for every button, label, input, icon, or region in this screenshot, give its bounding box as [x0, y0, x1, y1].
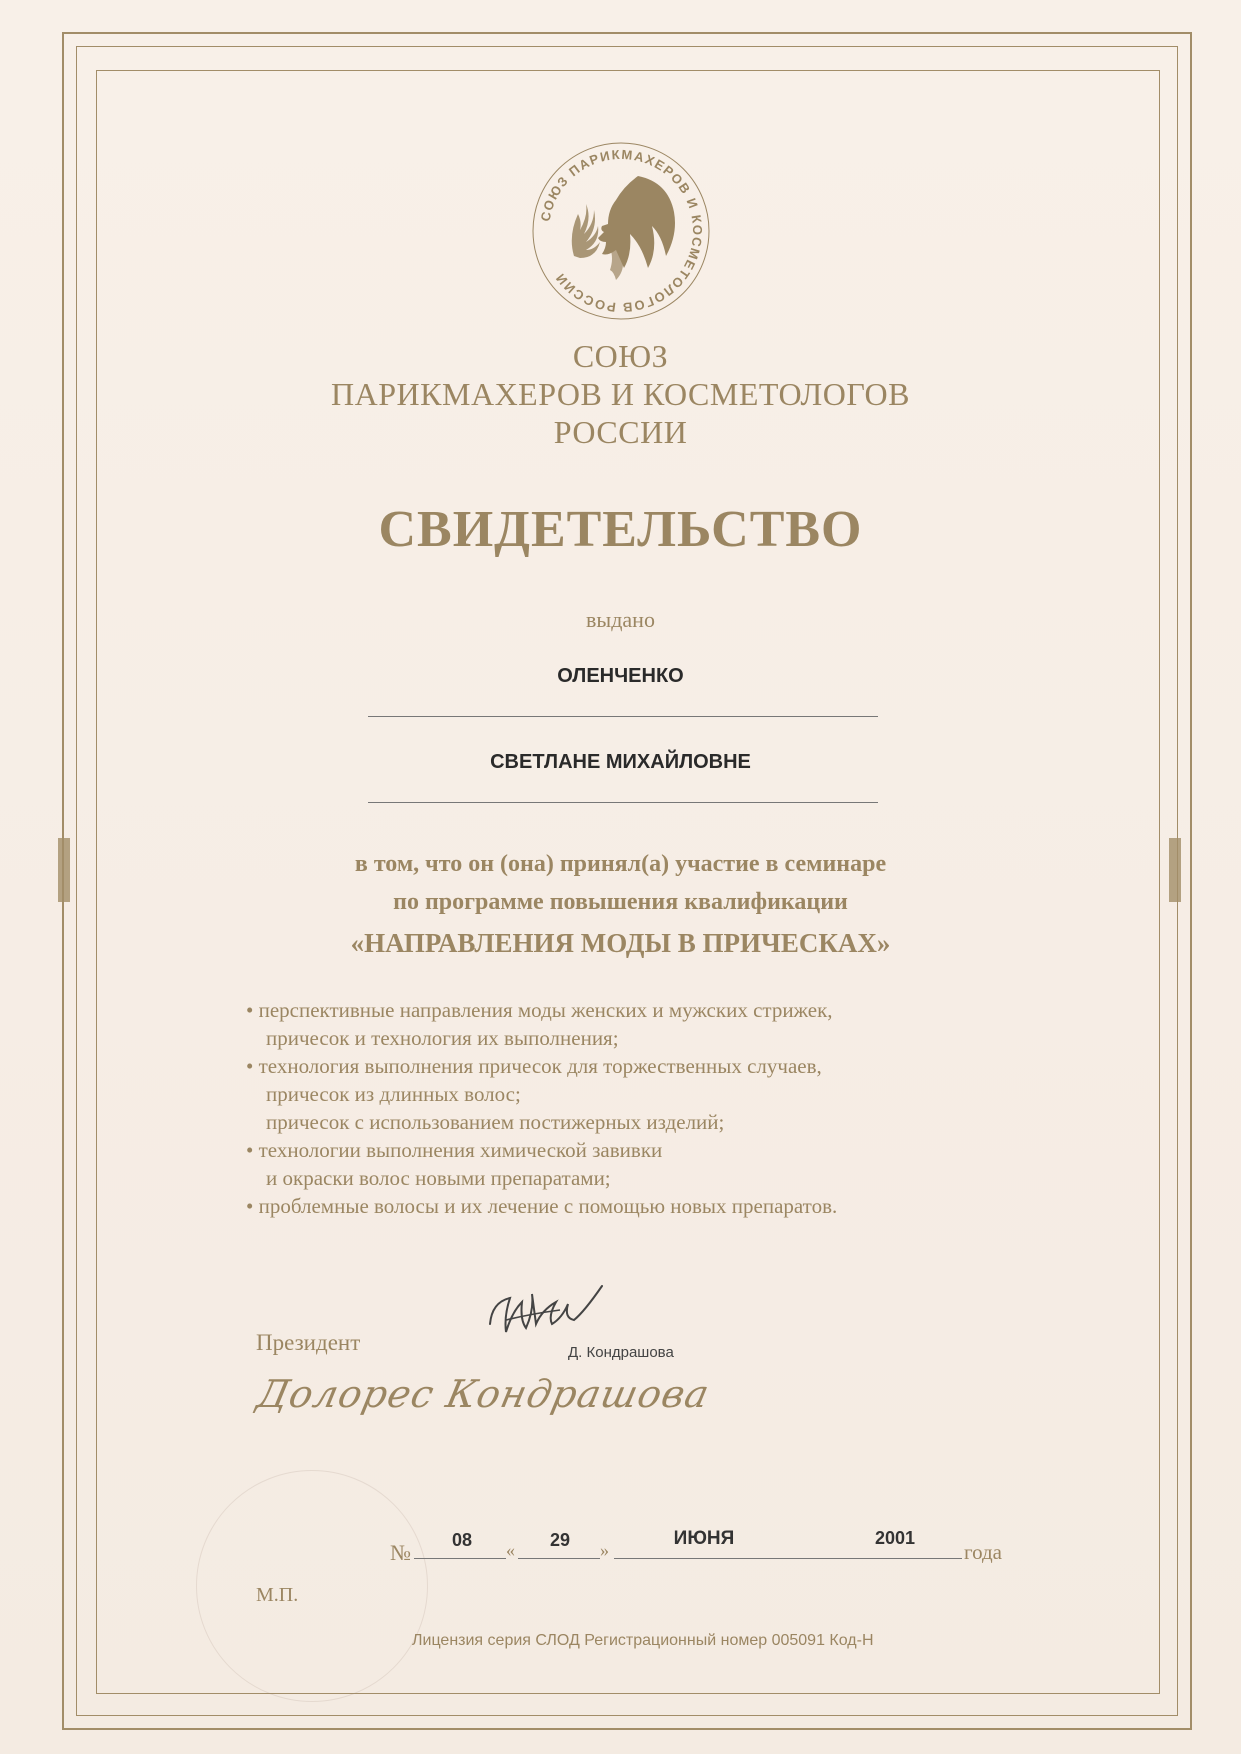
recipient-surname: ОЛЕНЧЕНКО: [557, 665, 684, 687]
woman-profile-laurel-emblem-icon: [526, 136, 716, 326]
seal-place-label: М.П.: [256, 1584, 299, 1606]
day-open-quote: «: [506, 1540, 515, 1560]
number-sign: №: [390, 1540, 411, 1565]
issue-month: ИЮНЯ: [673, 1528, 735, 1549]
issued-label: выдано: [586, 607, 655, 632]
topic-item: • проблемные волосы и их лечение с помощью новых препаратов.: [246, 1192, 837, 1220]
topic-item-continuation: причесок с использованием постижерных изделий;: [266, 1110, 725, 1134]
org-name-line3: РОССИИ: [553, 414, 688, 450]
course-title: «НАПРАВЛЕНИЯ МОДЫ В ПРИЧЕСКАХ»: [350, 928, 891, 958]
org-name-line2: ПАРИКМАХЕРОВ И КОСМЕТОЛОГОВ: [331, 376, 910, 412]
topic-item: • перспективные направления моды женских и мужских стрижек,: [246, 996, 837, 1024]
day-underline: [518, 1558, 600, 1559]
certificate-number: 08: [451, 1530, 473, 1550]
topic-item: • технология выполнения причесок для торжественных случаев,: [246, 1052, 837, 1080]
facsimile-name-stamp: Д. Кондрашова: [568, 1344, 674, 1361]
topic-item: • технологии выполнения химической завивки: [246, 1136, 837, 1164]
month-year-underline: [614, 1558, 962, 1559]
license-line: Лицензия серия СЛОД Регистрационный номер 005091 Код-Н: [412, 1632, 874, 1649]
issue-year: 2001: [874, 1528, 916, 1548]
faint-seal-impression: [196, 1470, 428, 1702]
topic-item-continuation: причесок и технология их выполнения;: [266, 1026, 619, 1050]
topic-item-continuation: и окраски волос новыми препаратами;: [266, 1166, 611, 1190]
day-close-quote: »: [600, 1540, 609, 1560]
statement-line1: в том, что он (она) принял(а) участие в семинаре: [354, 851, 887, 877]
recipient-given-names: СВЕТЛАНЕ МИХАЙЛОВНЕ: [490, 751, 751, 773]
issue-day: 29: [549, 1530, 571, 1550]
signatory-role: Президент: [256, 1330, 361, 1355]
number-underline: [414, 1558, 506, 1559]
statement-line2: по программе повышения квалификации: [393, 889, 848, 915]
topic-item-continuation: причесок из длинных волос;: [266, 1082, 521, 1106]
document-title: СВИДЕТЕЛЬСТВО: [378, 501, 863, 558]
surname-underline: [368, 716, 878, 717]
org-name-line1: СОЮЗ: [572, 338, 669, 374]
emblem-ring-text: СОЮЗ ПАРИКМАХЕРОВ И КОСМЕТОЛОГОВ РОССИИ: [537, 146, 706, 316]
president-script-name: Долорес Кондрашова: [253, 1372, 714, 1416]
given-names-underline: [368, 802, 878, 803]
topics-list: [246, 996, 837, 1220]
year-suffix: года: [964, 1540, 1002, 1564]
